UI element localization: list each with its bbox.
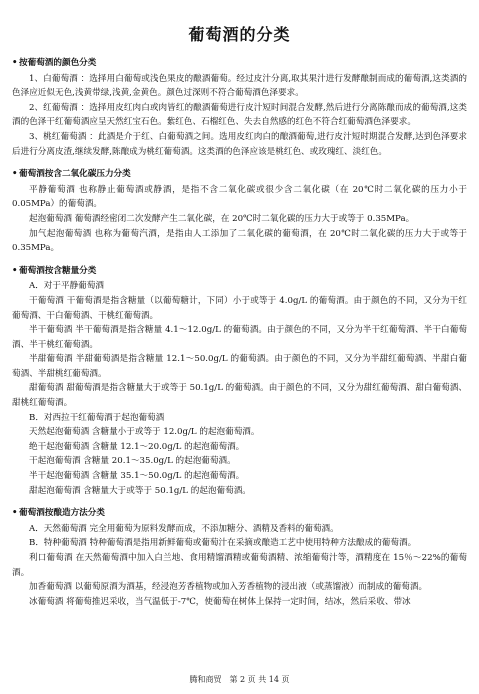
page-title: 葡萄酒的分类 xyxy=(188,25,291,44)
section-heading: • 按葡萄酒的颜色分类 xyxy=(12,56,467,71)
bullet-icon: • xyxy=(12,508,18,519)
paragraph: 平静葡萄酒 也称静止葡萄酒或静酒，是指不含二氧化碳或很少含二氧化碳（在 20℃时二氧化碳的压力小于 0.05MPa）的葡萄酒。 xyxy=(12,184,467,210)
paragraph: B．特种葡萄酒 特种葡萄酒是指用新鲜葡萄或葡萄汁在采摘或酿造工艺中使用特种方法酿成的葡萄酒。 xyxy=(29,538,417,549)
bullet-icon: • xyxy=(12,265,18,276)
paragraph: 甜葡萄酒 甜葡萄酒是指含糖量大于或等于 50.1g/L 的葡萄酒。由于颜色的不同，又分为甜红葡萄酒、甜白葡萄酒、甜桃红葡萄酒。 xyxy=(12,383,467,409)
section-heading: • 葡萄酒按含糖量分类 xyxy=(12,264,467,279)
document-body xyxy=(12,56,467,617)
paragraph: 干葡萄酒 干葡萄酒是指含糖量（以葡萄糖计，下同）小于或等于 4.0g/L 的葡萄酒。由于颜色的不同，又分为干红葡萄酒、干白葡萄酒、干桃红葡萄酒。 xyxy=(12,295,467,321)
paragraph: 2、红葡萄酒 ：选择用皮红肉白或肉皆红的酿酒葡萄进行皮汁短时间混合发酵,然后进行分离陈酿而成的葡萄酒,这类酒的色泽干红葡萄酒应呈天然红宝石色。紫红色、石榴红色、失去自然感的红色不符合红葡萄酒色泽要求。 xyxy=(12,102,467,128)
paragraph: 干起泡葡萄酒 含糖量 20.1～35.0g/L 的起泡葡萄酒。 xyxy=(29,456,236,467)
paragraph: A．天然葡萄酒 完全用葡萄为原料发酵而成，不添加糖分、酒精及香料的葡萄酒。 xyxy=(29,523,339,534)
section-heading: • 葡萄酒按酿造方法分类 xyxy=(12,506,467,521)
paragraph: 加香葡萄酒 以葡萄原酒为酒基，经浸泡芳香植物或加入芳香植物的浸出液（或蒸馏液）而制成的葡萄酒。 xyxy=(29,582,428,593)
paragraph: 绝干起泡葡萄酒 含糖量 12.1～20.0g/L 的起泡葡萄酒。 xyxy=(29,441,245,452)
paragraph: 3、桃红葡萄酒 ：此酒是介于红、白葡萄酒之间。选用皮红肉白的酿酒葡萄,进行皮汁短时期混合发酵,达到色泽要求后进行分离皮渣,继续发酵,陈酿成为桃红葡萄酒。这类酒的色泽应该是桃红色、或玫瑰红、淡红色。 xyxy=(12,131,467,157)
section-method xyxy=(12,506,467,609)
bullet-icon: • xyxy=(12,58,18,68)
paragraph: 半干起泡葡萄酒 含糖量 35.1～50.0g/L 的起泡葡萄酒。 xyxy=(29,471,245,482)
paragraph: 半甜葡萄酒 半甜葡萄酒是指含糖量 12.1～50.0g/L 的葡萄酒。由于颜色的不同，又分为半甜红葡萄酒、半甜白葡萄酒、半甜桃红葡萄酒。 xyxy=(12,354,467,379)
paragraph: 利口葡萄酒 在天然葡萄酒中加入白兰地、食用精馏酒精或葡萄酒精、浓缩葡萄汁等，酒精度在 15％～22%的葡萄酒。 xyxy=(12,553,467,578)
paragraph: 半干葡萄酒 半干葡萄酒是指含糖量 4.1～12.0g/L 的葡萄酒。由于颜色的不同，又分为半干红葡萄酒、半干白葡萄酒、半干桃红葡萄酒。 xyxy=(12,325,467,350)
section-sugar xyxy=(12,264,467,499)
paragraph: 冰葡萄酒 将葡萄推迟采收，当气温低于-7℃，使葡萄在树体上保持一定时间，结冰，然后采收、带冰 xyxy=(29,596,411,607)
section-co2 xyxy=(12,167,467,256)
page-footer: 腾和商贸 第 2 页 共 14 页 xyxy=(189,675,290,684)
section-heading: • 葡萄酒按含二氧化碳压力分类 xyxy=(12,167,467,182)
paragraph: 甜起泡葡萄酒 含糖量大于或等于 50.1g/L 的起泡葡萄酒。 xyxy=(29,485,251,496)
paragraph: 1、白葡萄酒 ：选择用白葡萄或浅色果皮的酿酒葡萄。经过皮汁分离,取其果汁进行发酵酿制而成的葡萄酒,这类酒的色泽应近似无色,浅黄带绿,浅黄,金黄色。颜色过深则不符合葡萄酒色泽要求。 xyxy=(12,73,467,99)
bullet-icon: • xyxy=(12,169,18,180)
paragraph: A．对于平静葡萄酒 xyxy=(29,281,104,292)
paragraph: 天然起泡葡萄酒 含糖量小于或等于 12.0g/L 的起泡葡萄酒。 xyxy=(29,427,260,438)
paragraph: B．对西拉干红葡萄酒于起泡葡萄酒 xyxy=(29,412,165,423)
paragraph: 起泡葡萄酒 葡萄酒经密闭二次发酵产生二氧化碳，在 20℃时二氧化碳的压力大于或等于 0.35MPa。 xyxy=(29,213,415,224)
paragraph: 加气起泡葡萄酒 也称为葡萄汽酒，是指由人工添加了二氧化碳的葡萄酒，在 20℃时二氧化碳的压力大于或等于 0.35MPa。 xyxy=(12,228,467,254)
section-color xyxy=(12,56,467,159)
